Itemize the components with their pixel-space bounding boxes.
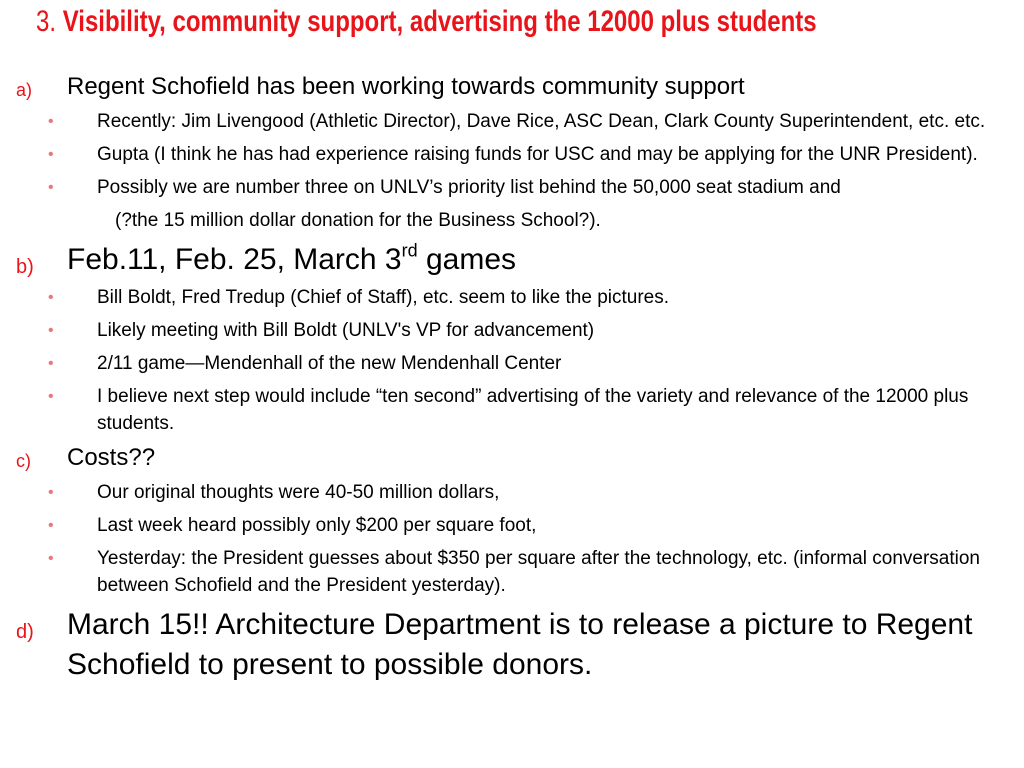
bullet-dot-icon: • [48, 113, 54, 130]
bullet-item [48, 383, 994, 437]
bullet-item [48, 108, 994, 135]
section-d-heading [16, 605, 994, 685]
bullet-dot-icon: • [48, 388, 54, 405]
bullet-item [48, 284, 994, 311]
bullet-text: Our original thoughts were 40-50 million dollars, [97, 482, 500, 503]
slide-body [0, 72, 1024, 685]
bullet-dot-icon: • [48, 517, 54, 534]
bullet-item [48, 141, 994, 168]
bullet-text: Bill Boldt, Fred Tredup (Chief of Staff), etc. seem to like the pictures. [97, 287, 670, 308]
title-text: Visibility, community support, advertising the 12000 plus students [62, 5, 817, 38]
section-a-marker: a) [16, 80, 33, 100]
bullet-item [48, 512, 994, 539]
bullet-text: Yesterday: the President guesses about $350 per square after the technology, etc. (informal conversation between Schofield and the President yesterday). [97, 548, 980, 596]
bullet-dot-icon: • [48, 484, 54, 501]
bullet-dot-icon: • [48, 146, 54, 163]
bullet-item [48, 317, 994, 344]
section-c-heading-text: Costs?? [67, 444, 156, 471]
section-a-heading [16, 72, 1024, 102]
section-a-heading-text: Regent Schofield has been working towards community support [67, 73, 745, 100]
bullet-text: Recently: Jim Livengood (Athletic Director), Dave Rice, ASC Dean, Clark County Superintendent, etc. etc. [97, 111, 986, 132]
bullet-continuation: (?the 15 million dollar donation for the Business School?). [115, 210, 601, 231]
section-b-heading-sup: rd [401, 240, 418, 261]
section-b-heading-pre: Feb.11, Feb. 25, March 3 [67, 243, 402, 276]
bullet-item [48, 174, 994, 201]
bullet-text: 2/11 game—Mendenhall of the new Mendenhall Center [97, 353, 562, 374]
section-b-heading-post: games [417, 243, 517, 276]
bullet-text: Gupta (I think he has had experience raising funds for USC and may be applying for the UNR President). [97, 144, 978, 165]
section-d-heading-text: March 15!! Architecture Department is to release a picture to Regent Schofield to present to possible donors. [67, 608, 973, 681]
section-b-heading [16, 240, 1024, 280]
bullet-item [48, 479, 994, 506]
section-c-heading [16, 443, 1024, 473]
section-c-marker: c) [16, 451, 31, 471]
bullet-dot-icon: • [48, 550, 54, 567]
bullet-text: Last week heard possibly only $200 per square foot, [97, 515, 537, 536]
bullet-text: Likely meeting with Bill Boldt (UNLV's VP for advancement) [97, 320, 595, 341]
slide-title [36, 2, 817, 42]
bullet-dot-icon: • [48, 322, 54, 339]
bullet-dot-icon: • [48, 355, 54, 372]
title-number: 3. [36, 5, 57, 38]
bullet-dot-icon: • [48, 289, 54, 306]
bullet-text: I believe next step would include “ten second” advertising of the variety and relevance of the 12000 plus students. [97, 386, 969, 434]
section-b-marker: b) [16, 256, 34, 278]
bullet-item [48, 545, 994, 599]
bullet-text: Possibly we are number three on UNLV’s priority list behind the 50,000 seat stadium and [97, 177, 841, 198]
bullet-item [48, 350, 994, 377]
bullet-dot-icon: • [48, 179, 54, 196]
section-d-marker: d) [16, 621, 34, 643]
